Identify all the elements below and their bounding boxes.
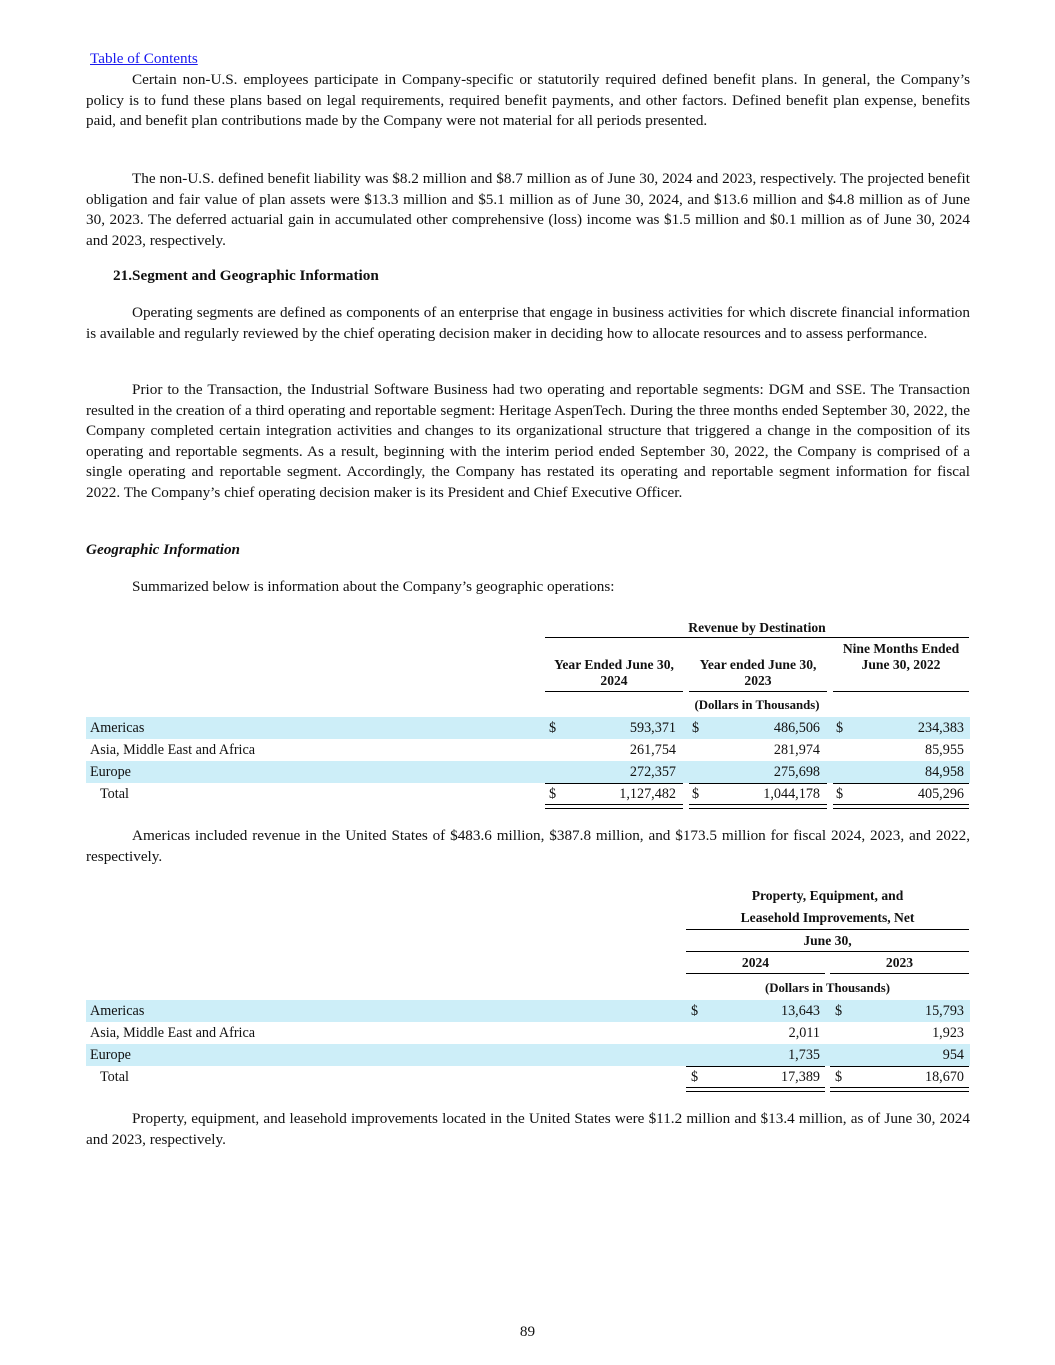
page-number: 89 <box>519 1323 536 1340</box>
revenue-col-header-2023: Year ended June 30, 2023 <box>699 657 817 688</box>
value-2023: 486,506 <box>773 720 820 736</box>
currency-symbol: $ <box>549 720 557 736</box>
paragraph-transaction: Prior to the Transaction, the Industrial Software Business had two operating and reportable segments: DGM and SSE. The Transaction resulted in the creation of a third operating and reportable segment: Heritage AspenTech. During the three months ended September 30, 2022, the Company completed certain integration activities and changes to its organizational structure that triggered a change in the composition of its operating and reportable segments. As a result, beginning with the interim period ended September 30, 2022, the Company is comprised of a single operating and reportable segment. Accordingly, the Company has restated its operating and reportable segment information for fiscal 2022. The Company’s chief operating decision maker is its President and Chief Executive Officer. <box>86 381 970 501</box>
value-2023: 275,698 <box>773 764 820 780</box>
value-2024: 272,357 <box>629 764 676 780</box>
section-number: 21. <box>113 267 132 284</box>
table-rule <box>689 691 827 692</box>
table-row <box>86 1022 970 1044</box>
currency-symbol: $ <box>691 1003 699 1019</box>
currency-symbol: $ <box>836 786 844 802</box>
table-double-rule <box>689 804 827 809</box>
table-row <box>86 1044 970 1066</box>
currency-symbol: $ <box>836 720 844 736</box>
value-2023: 15,793 <box>924 1003 964 1019</box>
value-2022: 84,958 <box>924 764 964 780</box>
ppe-units-label: (Dollars in Thousands) <box>765 981 890 995</box>
currency-symbol: $ <box>835 1069 843 1085</box>
currency-symbol: $ <box>692 720 700 736</box>
table-row-total <box>86 1066 970 1088</box>
table-rule <box>833 691 969 692</box>
row-label: Europe <box>90 1047 131 1063</box>
value-2023: 281,974 <box>773 742 820 758</box>
value-2023: 18,670 <box>924 1069 964 1085</box>
table-row-total <box>86 783 970 805</box>
paragraph-defined-benefit-plans: Certain non-U.S. employees participate in Company-specific or statutorily required defined benefit plans. In general, the Company’s policy is to fund these plans based on legal requirements, required benefit payments, and other factors. Defined benefit plan expense, benefits paid, and benefit plan contributions made by the Company were not material for all periods presented. <box>86 71 970 130</box>
revenue-units-label: (Dollars in Thousands) <box>694 698 820 712</box>
table-row <box>86 739 970 761</box>
value-2022: 405,296 <box>917 786 964 802</box>
row-label: Americas <box>90 720 145 736</box>
value-2024: 261,754 <box>629 742 676 758</box>
row-label: Europe <box>90 764 131 780</box>
value-2024: 2,011 <box>788 1025 820 1041</box>
revenue-table-title: Revenue by Destination <box>688 620 826 635</box>
value-2023: 954 <box>942 1047 964 1063</box>
table-rule <box>830 973 969 974</box>
table-rule <box>686 973 825 974</box>
table-rule <box>686 929 969 930</box>
table-double-rule <box>545 804 683 809</box>
value-2024: 1,735 <box>788 1047 820 1063</box>
value-2022: 85,955 <box>924 742 964 758</box>
value-2024: 1,127,482 <box>619 786 676 802</box>
table-double-rule <box>833 804 969 809</box>
paragraph-benefit-liability: The non-U.S. defined benefit liability was $8.2 million and $8.7 million as of June 30, 2024 and 2023, respectively. The projected benefit obligation and fair value of plan assets were $13.3 million and $5.1 million as of June 30, 2024, and $13.6 million and $4.8 million as of June 30, 2023. The deferred actuarial gain in accumulated other comprehensive (loss) income was $1.5 million and $0.1 million as of June 30, 2024 and 2023, respectively. <box>86 170 970 249</box>
paragraph-us-revenue: Americas included revenue in the United States of $483.6 million, $387.8 million, and $173.5 million for fiscal 2024, 2023, and 2022, respectively. <box>86 827 970 865</box>
ppe-col-header-2023: 2023 <box>885 955 914 970</box>
value-2023: 1,044,178 <box>763 786 820 802</box>
table-rule <box>545 637 969 638</box>
table-rule <box>686 951 969 952</box>
table-of-contents-link[interactable]: Table of Contents <box>90 50 198 67</box>
table-row <box>86 761 970 783</box>
value-2024: 17,389 <box>780 1069 820 1085</box>
ppe-date-header: June 30, <box>803 933 852 948</box>
table-rule <box>545 691 683 692</box>
paragraph-us-ppe: Property, equipment, and leasehold improvements located in the United States were $11.2 million and $13.4 million, as of June 30, 2024 and 2023, respectively. <box>86 1110 970 1148</box>
ppe-table-title-line1: Property, Equipment, and <box>751 888 904 903</box>
section-title: Segment and Geographic Information <box>132 267 379 284</box>
value-2024: 593,371 <box>629 720 676 736</box>
section-heading <box>86 267 379 285</box>
currency-symbol: $ <box>692 786 700 802</box>
table-row <box>86 1000 970 1022</box>
revenue-col-header-2024: Year Ended June 30, 2024 <box>554 657 674 688</box>
value-2023: 1,923 <box>932 1025 964 1041</box>
currency-symbol: $ <box>691 1069 699 1085</box>
row-label: Total <box>100 786 129 802</box>
paragraph-operating-segments: Operating segments are defined as components of an enterprise that engage in business activities for which discrete financial information is available and regularly reviewed by the chief operating decision maker in deciding how to allocate resources and to assess performance. <box>86 304 970 342</box>
row-label: Americas <box>90 1003 145 1019</box>
currency-symbol: $ <box>549 786 557 802</box>
revenue-col-header-2022: Nine Months Ended June 30, 2022 <box>842 641 960 672</box>
value-2022: 234,383 <box>917 720 964 736</box>
value-2024: 13,643 <box>780 1003 820 1019</box>
table-double-rule <box>830 1087 969 1092</box>
row-label: Total <box>100 1069 129 1085</box>
paragraph-summary-intro: Summarized below is information about the Company’s geographic operations: <box>132 578 615 595</box>
ppe-table-title-line2: Leasehold Improvements, Net <box>740 910 915 925</box>
row-label: Asia, Middle East and Africa <box>90 742 256 758</box>
row-label: Asia, Middle East and Africa <box>90 1025 256 1041</box>
ppe-col-header-2024: 2024 <box>741 955 770 970</box>
table-row <box>86 717 970 739</box>
subsection-heading: Geographic Information <box>86 541 241 558</box>
currency-symbol: $ <box>835 1003 843 1019</box>
table-double-rule <box>686 1087 825 1092</box>
